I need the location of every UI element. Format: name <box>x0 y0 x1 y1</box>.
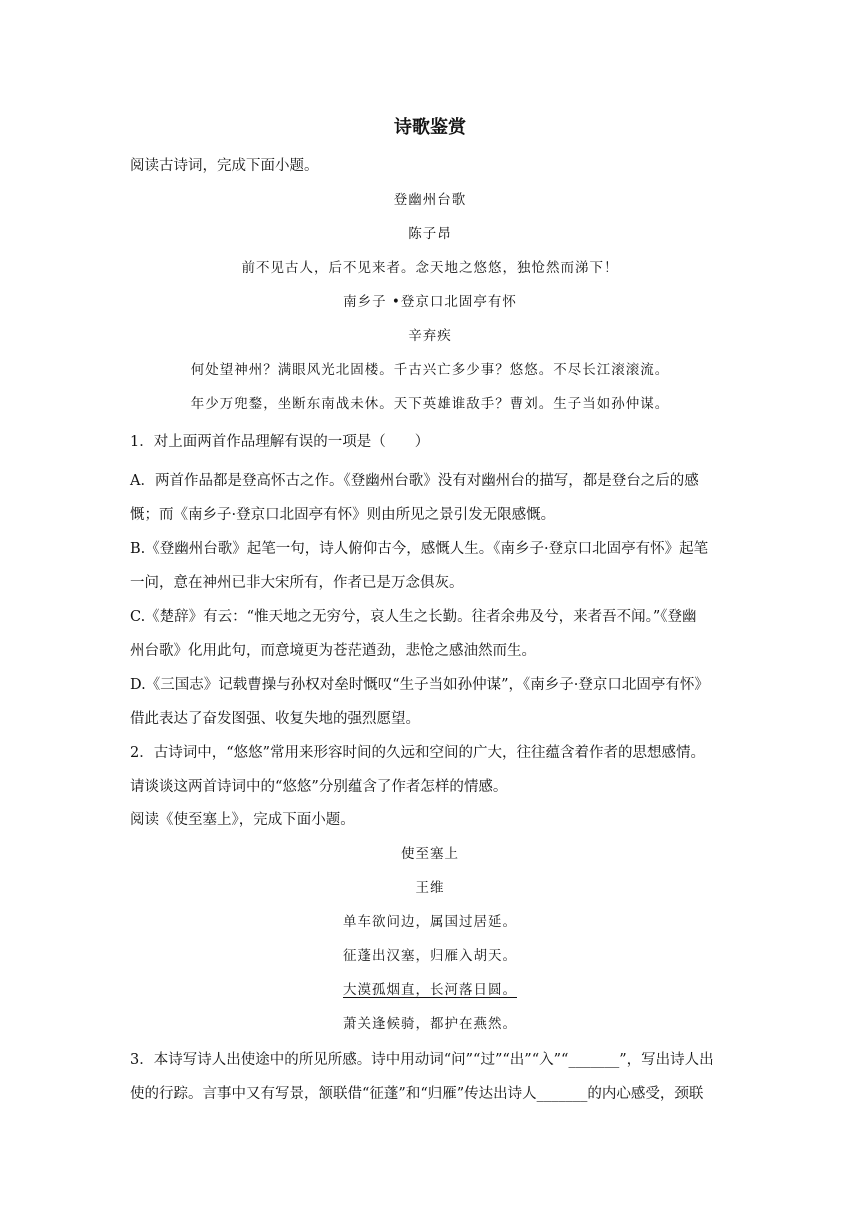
poem-title: 登幽州台歌 <box>393 192 467 208</box>
poem-author: 辛弃疾 <box>408 328 452 344</box>
poem-line: 前不见古人，后不见来者。念天地之悠悠，独怆然而涕下！ <box>241 260 619 276</box>
option-d-cont: 借此表达了奋发图强、收复失地的强烈愿望。 <box>130 711 420 727</box>
poem-title: 南乡子 •登京口北固亭有怀 <box>343 294 517 310</box>
option-d: D.《三国志》记载曹操与孙权对垒时慨叹“生子当如孙仲谋”，《南乡子·登京口北固亭有怀》 <box>130 677 709 693</box>
option-c: C.《楚辞》有云：“惟天地之无穷兮，哀人生之长勤。往者余弗及兮，来者吾不闻。”《登幽 <box>130 609 697 625</box>
option-c-cont: 州台歌》化用此句，而意境更为苍茫遒劲，悲怆之感油然而生。 <box>130 643 536 659</box>
question-1-stem: 1．对上面两首作品理解有误的一项是（ ） <box>130 434 430 450</box>
question-3-stem-cont: 使的行踪。言事中又有写景，颔联借“征蓬”和“归雁”传达出诗人_______的内心感受，颈联 <box>130 1086 704 1102</box>
option-a-cont: 慨；而《南乡子·登京口北固亭有怀》则由所见之景引发无限感慨。 <box>130 507 556 523</box>
poem-line-underlined: 大漠孤烟直，长河落日圆。 <box>343 982 517 998</box>
poem-title: 使至塞上 <box>401 846 459 862</box>
option-b-cont: 一问，意在神州已非大宋所有，作者已是万念俱灰。 <box>130 575 464 591</box>
reading-instruction-1: 阅读古诗词，完成下面小题。 <box>130 158 319 174</box>
poem-author: 王维 <box>415 880 445 896</box>
poem-author: 陈子昂 <box>408 226 452 242</box>
poem-line: 何处望神州？满眼风光北固楼。千古兴亡多少事？悠悠。不尽长江滚滚流。 <box>190 362 670 378</box>
question-2-stem-cont: 请谈谈这两首诗词中的“悠悠”分别蕴含了作者怎样的情感。 <box>130 779 508 795</box>
option-b: B.《登幽州台歌》起笔一句，诗人俯仰古今，感慨人生。《南乡子·登京口北固亭有怀》起笔 <box>130 541 709 557</box>
option-a: A．两首作品都是登高怀古之作。《登幽州台歌》没有对幽州台的描写，都是登台之后的感 <box>130 473 699 489</box>
question-3-stem: 3．本诗写诗人出使途中的所见所感。诗中用动词“问”“过”“出”“入”“_______”，写出诗人出 <box>130 1052 714 1068</box>
poem-line: 萧关逢候骑，都护在燕然。 <box>343 1016 517 1032</box>
page-title: 诗歌鉴赏 <box>394 117 466 138</box>
poem-line: 单车欲问边，属国过居延。 <box>343 914 517 930</box>
question-2-stem: 2．古诗词中，“悠悠”常用来形容时间的久远和空间的广大，往往蕴含着作者的思想感情。 <box>130 745 706 761</box>
reading-instruction-2: 阅读《使至塞上》，完成下面小题。 <box>130 812 355 828</box>
poem-line: 年少万兜鍪，坐断东南战未休。天下英雄谁敌手？曹刘。生子当如孙仲谋。 <box>190 396 670 412</box>
poem-line: 征蓬出汉塞，归雁入胡天。 <box>343 948 517 964</box>
poem-line-underlined-wrap <box>0 980 860 1000</box>
